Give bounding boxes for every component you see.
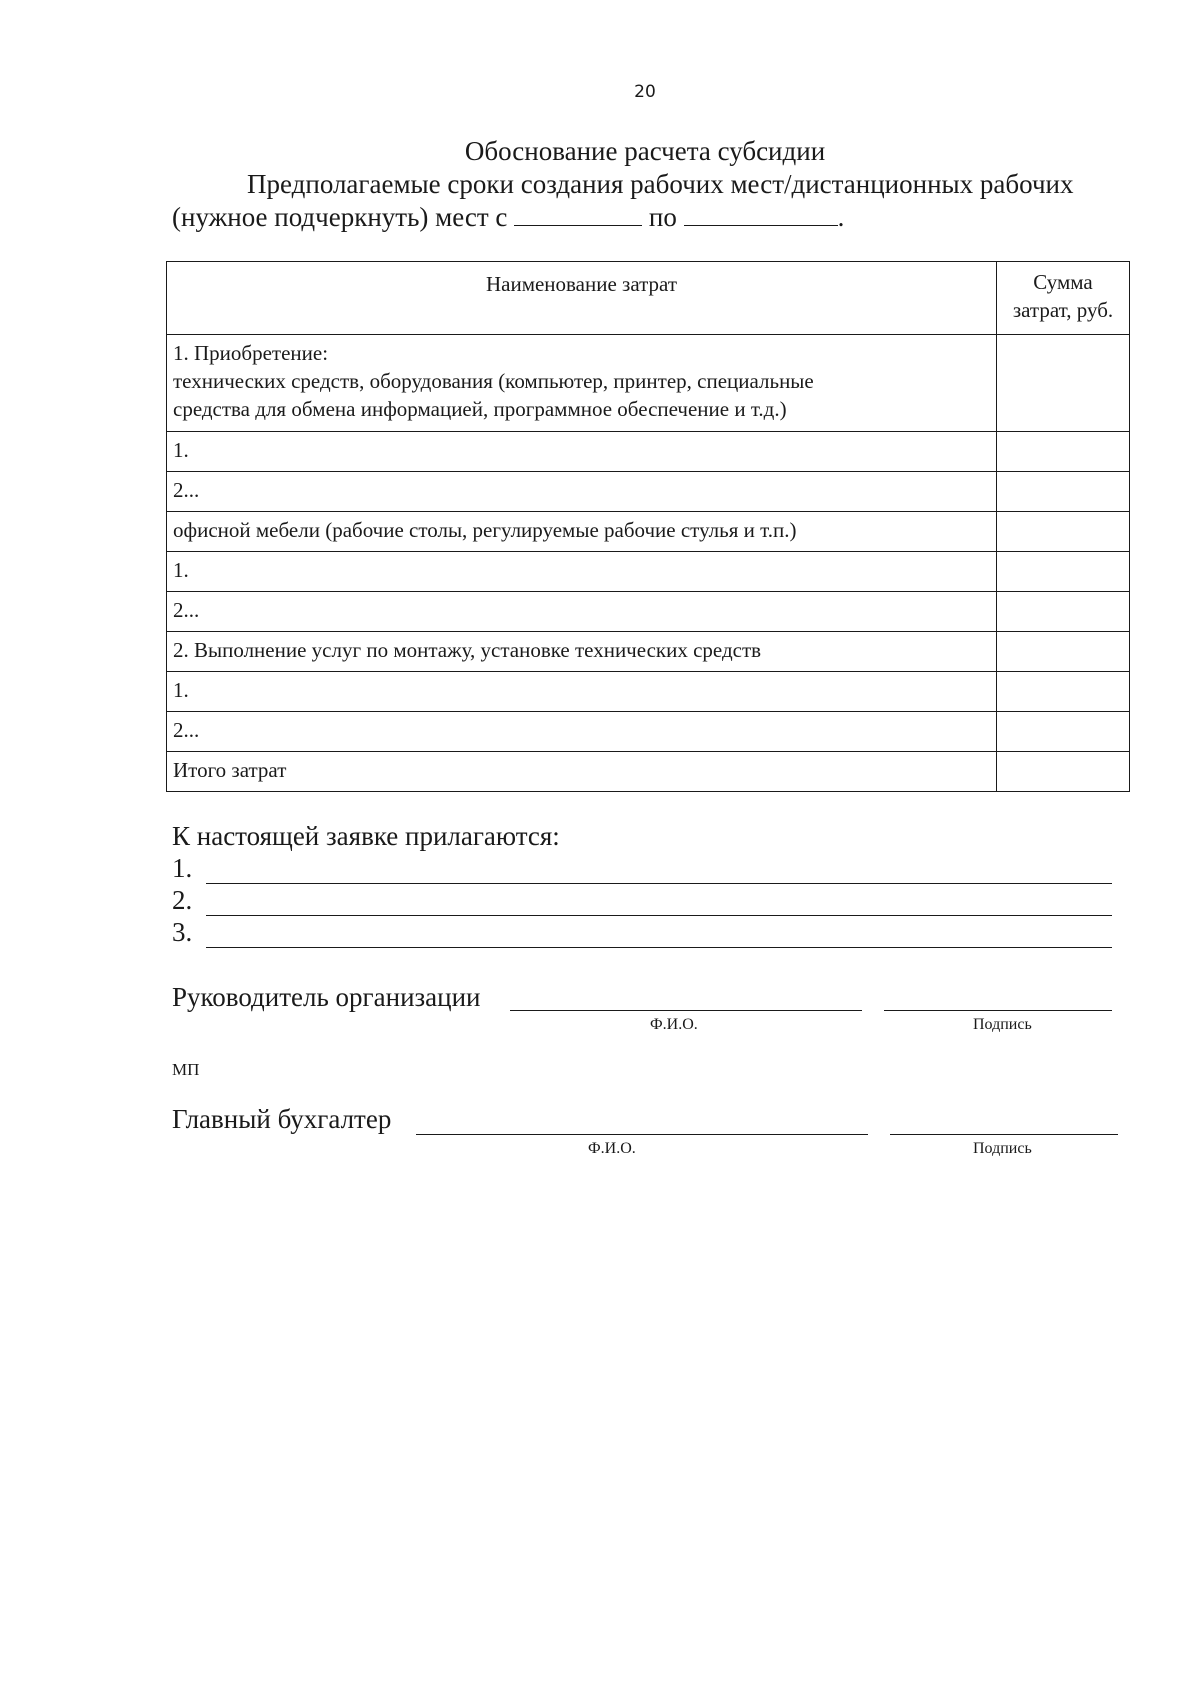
attachments-heading: К настоящей заявке прилагаются: bbox=[172, 821, 560, 851]
attachment-blank[interactable] bbox=[206, 921, 1112, 948]
row-sum-cell[interactable] bbox=[997, 592, 1130, 632]
attachment-blank[interactable] bbox=[206, 889, 1112, 916]
accountant-fio-caption: Ф.И.О. bbox=[588, 1140, 636, 1157]
table-row bbox=[167, 592, 1130, 632]
row-name-cell: 2... bbox=[167, 592, 997, 632]
period-paragraph bbox=[172, 168, 1122, 234]
row-sum-cell[interactable] bbox=[997, 335, 1130, 432]
page-number: 20 bbox=[634, 82, 656, 102]
head-signature-blank[interactable] bbox=[884, 1010, 1112, 1011]
row-sum-cell[interactable] bbox=[997, 512, 1130, 552]
accountant-fio-blank[interactable] bbox=[416, 1134, 868, 1135]
header-sum-line2: затрат, руб. bbox=[1012, 298, 1114, 322]
period-end-blank[interactable] bbox=[684, 203, 838, 226]
table-row bbox=[167, 472, 1130, 512]
row-sum-cell[interactable] bbox=[997, 632, 1130, 672]
header-sum-line1: Сумма bbox=[1033, 270, 1093, 294]
attachments-section bbox=[172, 820, 1112, 948]
table-row bbox=[167, 672, 1130, 712]
period-start-blank[interactable] bbox=[514, 203, 642, 226]
row-sum-cell[interactable] bbox=[997, 712, 1130, 752]
costs-table bbox=[166, 261, 1130, 792]
table-row bbox=[167, 552, 1130, 592]
head-fio-caption: Ф.И.О. bbox=[650, 1016, 698, 1033]
attachment-line bbox=[172, 916, 1112, 948]
table-header-row bbox=[167, 262, 1130, 335]
total-sum-cell[interactable] bbox=[997, 752, 1130, 792]
attachment-number: 3. bbox=[172, 917, 193, 947]
header-cost-name: Наименование затрат bbox=[167, 262, 997, 335]
row-name-cell: 2. Выполнение услуг по монтажу, установке технических средств bbox=[167, 632, 997, 672]
head-sign-caption: Подпись bbox=[973, 1016, 1032, 1033]
attachment-number: 1. bbox=[172, 853, 193, 883]
row-name-cell: офисной мебели (рабочие столы, регулируемые рабочие стулья и т.п.) bbox=[167, 512, 997, 552]
table-row bbox=[167, 335, 1130, 432]
row-sum-cell[interactable] bbox=[997, 472, 1130, 512]
row-line: средства для обмена информацией, программное обеспечение и т.д.) bbox=[173, 397, 787, 421]
period-text-middle: по bbox=[648, 202, 677, 232]
stamp-placeholder: МП bbox=[172, 1060, 200, 1079]
period-text-start: Предполагаемые сроки создания рабочих мест/дистанционных рабочих (нужное подчеркнуть) мест с bbox=[172, 169, 1074, 232]
accountant-sign-caption: Подпись bbox=[973, 1140, 1032, 1157]
accountant-signature-blank[interactable] bbox=[890, 1134, 1118, 1135]
table-row bbox=[167, 712, 1130, 752]
row-name-cell: 2... bbox=[167, 712, 997, 752]
accountant-signature-label: Главный бухгалтер bbox=[172, 1104, 392, 1134]
row-sum-cell[interactable] bbox=[997, 672, 1130, 712]
row-sum-cell[interactable] bbox=[997, 552, 1130, 592]
attachment-line bbox=[172, 884, 1112, 916]
table-row bbox=[167, 632, 1130, 672]
row-name-cell: 1. bbox=[167, 552, 997, 592]
row-sum-cell[interactable] bbox=[997, 432, 1130, 472]
head-fio-blank[interactable] bbox=[510, 1010, 862, 1011]
table-row bbox=[167, 512, 1130, 552]
row-line: технических средств, оборудования (компьютер, принтер, специальные bbox=[173, 369, 814, 393]
table-row-total bbox=[167, 752, 1130, 792]
attachment-line bbox=[172, 852, 1112, 884]
page-title: Обоснование расчета субсидии bbox=[464, 136, 826, 166]
row-name-cell: Итого затрат bbox=[167, 752, 997, 792]
row-name-cell bbox=[167, 335, 997, 432]
period-text-end: . bbox=[837, 202, 845, 232]
attachment-number: 2. bbox=[172, 885, 193, 915]
table-row bbox=[167, 432, 1130, 472]
row-name-cell: 1. bbox=[167, 432, 997, 472]
head-signature-label: Руководитель организации bbox=[172, 982, 481, 1012]
row-name-cell: 2... bbox=[167, 472, 997, 512]
attachment-blank[interactable] bbox=[206, 857, 1112, 884]
header-cost-sum bbox=[997, 262, 1130, 335]
row-line: 1. Приобретение: bbox=[173, 341, 329, 365]
row-name-cell: 1. bbox=[167, 672, 997, 712]
